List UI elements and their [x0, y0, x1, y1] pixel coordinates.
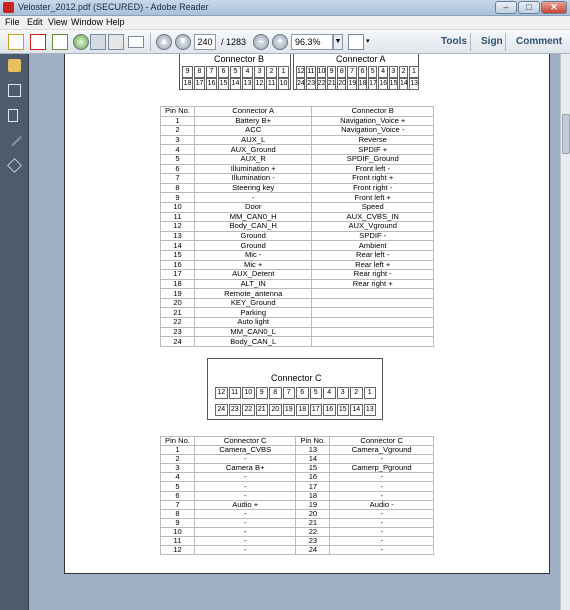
table-cell: 21 [296, 518, 330, 527]
table-cell: 21 [161, 308, 195, 318]
table-cell: 24 [161, 337, 195, 347]
table-cell: 6 [161, 164, 195, 174]
table-cell: - [330, 527, 434, 536]
table-row [161, 546, 434, 555]
table-row [161, 116, 434, 126]
connector-pin: 22 [242, 404, 255, 416]
connector-pin: 14 [399, 78, 408, 90]
connector-pin: 2 [266, 66, 277, 78]
table-cell: - [194, 455, 296, 464]
table-cell: 1 [161, 116, 195, 126]
table-row [161, 145, 434, 155]
connector-pin: 3 [254, 66, 265, 78]
table-cell: 23 [161, 327, 195, 337]
comment-link[interactable]: Comment [516, 36, 563, 47]
table-header: Connector B [312, 107, 434, 117]
table-cell: 11 [161, 537, 195, 546]
connector-pin: 5 [230, 66, 241, 78]
connector-pin: 14 [230, 78, 241, 90]
table-cell: 5 [161, 482, 195, 491]
table-cell: 8 [161, 509, 195, 518]
connector-pin: 19 [283, 404, 296, 416]
connector-pin: 7 [347, 66, 356, 78]
zoom-dropdown-arrow[interactable]: ▼ [333, 34, 343, 50]
window-title: Veloster_2012.pdf (SECURED) - Adobe Reader [18, 2, 209, 12]
table-row [161, 527, 434, 536]
connector-pin: 8 [337, 66, 346, 78]
connector-pin: 9 [256, 387, 269, 399]
table-cell: - [330, 473, 434, 482]
connector-pin: 12 [296, 66, 305, 78]
table-cell: 15 [296, 464, 330, 473]
table-header: Pin No. [161, 107, 195, 117]
previous-page-button[interactable]: ▲ [156, 34, 172, 50]
connector-pin: 7 [283, 387, 296, 399]
lock-icon[interactable] [8, 59, 21, 72]
navigation-pane [0, 54, 29, 610]
table-header: Pin No. [296, 437, 330, 446]
edit-pdf-icon[interactable] [52, 34, 68, 50]
connector-pin: 18 [296, 404, 309, 416]
table-cell: 4 [161, 145, 195, 155]
table-cell: 3 [161, 464, 195, 473]
table-cell: 15 [161, 250, 195, 260]
table-cell: 7 [161, 174, 195, 184]
table-cell: - [330, 482, 434, 491]
table-cell: 17 [296, 482, 330, 491]
connector-a-label: Connector A [336, 54, 386, 64]
table-cell [312, 318, 434, 328]
connector-pin: 12 [254, 78, 265, 90]
tools-link[interactable]: Tools [441, 36, 467, 47]
table-row [161, 154, 434, 164]
table-header: Connector C [330, 437, 434, 446]
table-row [161, 126, 434, 136]
table-cell: Rear left - [312, 250, 434, 260]
table-cell: Illumination + [194, 164, 312, 174]
table-cell: 20 [296, 509, 330, 518]
minimize-button[interactable]: – [495, 1, 517, 14]
table-cell: 13 [296, 446, 330, 455]
connector-c-pins-row2 [215, 404, 377, 416]
table-cell: 14 [296, 455, 330, 464]
print-icon[interactable] [108, 34, 124, 50]
table-cell: - [194, 518, 296, 527]
table-cell: - [194, 509, 296, 518]
table-cell: Rear right + [312, 279, 434, 289]
connector-pin: 18 [358, 78, 367, 90]
table-cell: Remote_antenna [194, 289, 312, 299]
toolbar-separator [470, 33, 471, 51]
table-row [161, 174, 434, 184]
table-cell: - [330, 537, 434, 546]
connector-pin: 17 [194, 78, 205, 90]
connector-pin: 16 [378, 78, 387, 90]
sign-link[interactable]: Sign [481, 36, 503, 47]
connector-pin: 11 [229, 387, 242, 399]
table-cell: AUX_L [194, 135, 312, 145]
connector-b-pins-row1 [182, 66, 290, 78]
table-cell: AUX_R [194, 154, 312, 164]
table-row [161, 260, 434, 270]
pin-table-connector-c [160, 436, 434, 555]
next-page-button[interactable]: ▼ [175, 34, 191, 50]
connector-pin: 20 [269, 404, 282, 416]
table-cell: 12 [161, 222, 195, 232]
connector-pin: 13 [409, 78, 418, 90]
save-icon[interactable] [90, 34, 106, 50]
menu-file[interactable]: File [5, 17, 20, 27]
table-cell: Ambient [312, 241, 434, 251]
table-cell: AUX_Detent [194, 270, 312, 280]
menu-edit[interactable]: Edit [27, 17, 43, 27]
connector-pin: 5 [368, 66, 377, 78]
table-cell: - [330, 546, 434, 555]
table-row [161, 222, 434, 232]
pages-icon[interactable] [8, 84, 21, 97]
table-row [161, 337, 434, 347]
connector-pin: 15 [389, 78, 398, 90]
bookmarks-icon[interactable] [8, 109, 18, 122]
table-cell: Front right + [312, 174, 434, 184]
table-cell: 22 [296, 527, 330, 536]
connector-pin: 14 [350, 404, 363, 416]
table-cell: Camera_CVBS [194, 446, 296, 455]
table-cell: 2 [161, 126, 195, 136]
connector-pin: 24 [296, 78, 305, 90]
table-row [161, 135, 434, 145]
table-cell: SPDIF_Ground [312, 154, 434, 164]
connector-a-diagram [293, 54, 419, 90]
page-number-input[interactable]: 240 [194, 34, 216, 50]
create-pdf-icon[interactable] [30, 34, 46, 50]
vertical-scrollbar[interactable] [560, 54, 570, 610]
zoom-in-button[interactable]: + [272, 34, 288, 50]
table-cell: - [330, 491, 434, 500]
connector-a-pins-row1 [296, 66, 420, 78]
table-cell: Mic - [194, 250, 312, 260]
table-cell: AUX_CVBS_IN [312, 212, 434, 222]
toolbar-separator [505, 33, 506, 51]
table-cell: Steering key [194, 183, 312, 193]
table-cell: 16 [161, 260, 195, 270]
table-cell: 1 [161, 446, 195, 455]
table-cell: 9 [161, 518, 195, 527]
fit-page-icon[interactable] [348, 34, 364, 50]
table-cell: Body_CAN_H [194, 222, 312, 232]
table-cell: SPDIF + [312, 145, 434, 155]
table-row [161, 270, 434, 280]
connector-pin: 8 [269, 387, 282, 399]
table-cell: Mic + [194, 260, 312, 270]
table-cell: 4 [161, 473, 195, 482]
table-cell: 16 [296, 473, 330, 482]
connector-pin: 21 [327, 78, 336, 90]
table-cell: Audio + [194, 500, 296, 509]
connector-pin: 1 [409, 66, 418, 78]
connector-pin: 3 [389, 66, 398, 78]
table-row [161, 212, 434, 222]
table-row [161, 455, 434, 464]
table-cell: Door [194, 202, 312, 212]
table-row [161, 193, 434, 203]
table-cell: 20 [161, 298, 195, 308]
table-cell: 19 [161, 289, 195, 299]
connector-pin: 22 [317, 78, 326, 90]
menu-window[interactable]: Window [71, 17, 104, 27]
table-row [161, 241, 434, 251]
connector-pin: 1 [364, 387, 377, 399]
table-row [161, 231, 434, 241]
table-cell: SPDIF - [312, 231, 434, 241]
table-cell: 9 [161, 193, 195, 203]
table-cell: ACC [194, 126, 312, 136]
connector-pin: 15 [337, 404, 350, 416]
connector-pin: 13 [242, 78, 253, 90]
table-row [161, 164, 434, 174]
table-cell: MM_CAN0_L [194, 327, 312, 337]
table-cell: Reverse [312, 135, 434, 145]
connector-pin: 13 [364, 404, 377, 416]
adobe-reader-icon [3, 2, 14, 13]
table-cell: Body_CAN_L [194, 337, 312, 347]
table-cell: - [194, 482, 296, 491]
table-cell: Navigation_Voice + [312, 116, 434, 126]
table-cell: - [330, 509, 434, 518]
table-cell: Front left - [312, 164, 434, 174]
connector-pin: 4 [378, 66, 387, 78]
table-cell: - [194, 527, 296, 536]
table-row [161, 202, 434, 212]
connector-pin: 4 [323, 387, 336, 399]
table-cell: 14 [161, 241, 195, 251]
table-cell: AUX_Ground [194, 145, 312, 155]
table-cell: Illumination - [194, 174, 312, 184]
connector-c-pins-row1 [215, 387, 377, 399]
table-cell: 3 [161, 135, 195, 145]
connector-b-pins-row2 [182, 78, 290, 90]
document-area[interactable] [30, 54, 560, 610]
table-cell: Ground [194, 231, 312, 241]
layers-icon[interactable] [7, 158, 22, 173]
signatures-icon[interactable] [7, 132, 22, 147]
connector-pin: 9 [182, 66, 193, 78]
table-cell: 18 [296, 491, 330, 500]
table-row [161, 500, 434, 509]
connector-pin: 10 [317, 66, 326, 78]
table-cell: 12 [161, 546, 195, 555]
table-cell: ALT_IN [194, 279, 312, 289]
table-row [161, 473, 434, 482]
table-cell: 22 [161, 318, 195, 328]
close-button[interactable]: ✕ [541, 1, 567, 14]
table-cell: - [194, 491, 296, 500]
table-cell: Ground [194, 241, 312, 251]
table-cell: 5 [161, 154, 195, 164]
table-row [161, 318, 434, 328]
connector-pin: 2 [399, 66, 408, 78]
table-row [161, 327, 434, 337]
table-cell: 7 [161, 500, 195, 509]
table-header: Connector A [194, 107, 312, 117]
table-cell: 8 [161, 183, 195, 193]
title-bar [0, 0, 570, 16]
connector-pin: 10 [242, 387, 255, 399]
connector-pin: 11 [306, 66, 315, 78]
table-cell: 10 [161, 527, 195, 536]
table-cell: 11 [161, 212, 195, 222]
connector-b-diagram [179, 54, 291, 90]
zoom-level-input[interactable]: 96.3% [291, 34, 333, 50]
table-cell: Front right - [312, 183, 434, 193]
table-cell: - [330, 518, 434, 527]
connector-pin: 6 [296, 387, 309, 399]
table-cell: Battery B+ [194, 116, 312, 126]
table-row [161, 464, 434, 473]
table-cell: - [330, 455, 434, 464]
cloud-upload-icon[interactable] [73, 34, 89, 50]
menu-view[interactable]: View [48, 17, 68, 27]
toolbar [0, 30, 570, 54]
connector-c-diagram [207, 358, 383, 420]
table-row [161, 250, 434, 260]
open-icon[interactable] [8, 34, 24, 50]
table-row [161, 279, 434, 289]
page-total: / 1283 [221, 37, 247, 47]
table-cell: Rear left + [312, 260, 434, 270]
table-row [161, 482, 434, 491]
table-row [161, 537, 434, 546]
connector-pin: 17 [310, 404, 323, 416]
table-row [161, 446, 434, 455]
menu-bar [0, 16, 570, 30]
table-cell: Auto light [194, 318, 312, 328]
connector-pin: 1 [278, 66, 289, 78]
table-header: Connector C [194, 437, 296, 446]
connector-pin: 9 [327, 66, 336, 78]
connector-pin: 24 [215, 404, 228, 416]
connector-pin: 6 [218, 66, 229, 78]
scrollbar-thumb[interactable] [562, 114, 570, 154]
maximize-button[interactable]: □ [518, 1, 540, 14]
table-row [161, 308, 434, 318]
table-cell [312, 308, 434, 318]
connector-pin: 7 [206, 66, 217, 78]
table-cell: Camera B+ [194, 464, 296, 473]
table-cell: Navigation_Voice - [312, 126, 434, 136]
table-row [161, 289, 434, 299]
table-cell: KEY_Ground [194, 298, 312, 308]
connector-pin: 20 [337, 78, 346, 90]
connector-pin: 11 [266, 78, 277, 90]
table-cell [312, 289, 434, 299]
table-cell: Camerp_Pground [330, 464, 434, 473]
menu-help[interactable]: Help [106, 17, 125, 27]
table-row [161, 518, 434, 527]
table-header: Pin No. [161, 437, 195, 446]
connector-pin: 21 [256, 404, 269, 416]
table-cell: 10 [161, 202, 195, 212]
connector-pin: 4 [242, 66, 253, 78]
table-row [161, 509, 434, 518]
table-cell: Parking [194, 308, 312, 318]
table-cell: 2 [161, 455, 195, 464]
table-cell: Rear right - [312, 270, 434, 280]
connector-pin: 5 [310, 387, 323, 399]
table-cell: Camera_Vground [330, 446, 434, 455]
connector-pin: 15 [218, 78, 229, 90]
table-cell: - [194, 546, 296, 555]
pin-table-connector-a-b [160, 106, 434, 347]
connector-b-label: Connector B [214, 54, 265, 64]
pdf-page [64, 54, 550, 574]
table-cell: 17 [161, 270, 195, 280]
table-row [161, 491, 434, 500]
connector-pin: 19 [347, 78, 356, 90]
table-cell: MM_CAN0_H [194, 212, 312, 222]
connector-pin: 23 [306, 78, 315, 90]
table-cell: 24 [296, 546, 330, 555]
table-row [161, 183, 434, 193]
table-row [161, 298, 434, 308]
connector-pin: 6 [358, 66, 367, 78]
table-cell: 13 [161, 231, 195, 241]
connector-a-pins-row2 [296, 78, 420, 90]
connector-c-label: Connector C [271, 373, 322, 383]
email-icon[interactable] [128, 36, 144, 48]
connector-pin: 16 [323, 404, 336, 416]
connector-pin: 2 [350, 387, 363, 399]
table-cell [312, 337, 434, 347]
table-cell: 23 [296, 537, 330, 546]
zoom-out-button[interactable]: – [253, 34, 269, 50]
fit-dropdown-arrow[interactable]: ▾ [366, 38, 370, 45]
table-cell [312, 298, 434, 308]
connector-pin: 17 [368, 78, 377, 90]
table-cell: Speed [312, 202, 434, 212]
table-cell: 6 [161, 491, 195, 500]
table-cell: AUX_Vground [312, 222, 434, 232]
table-cell: Audio - [330, 500, 434, 509]
connector-pin: 18 [182, 78, 193, 90]
table-cell: - [194, 537, 296, 546]
connector-pin: 3 [337, 387, 350, 399]
connector-pin: 10 [278, 78, 289, 90]
table-cell: - [194, 193, 312, 203]
connector-pin: 16 [206, 78, 217, 90]
table-cell: - [194, 473, 296, 482]
table-cell: 19 [296, 500, 330, 509]
connector-pin: 12 [215, 387, 228, 399]
toolbar-separator [150, 33, 151, 51]
table-cell: Front left + [312, 193, 434, 203]
table-cell: 18 [161, 279, 195, 289]
connector-pin: 23 [229, 404, 242, 416]
table-cell [312, 327, 434, 337]
connector-pin: 8 [194, 66, 205, 78]
